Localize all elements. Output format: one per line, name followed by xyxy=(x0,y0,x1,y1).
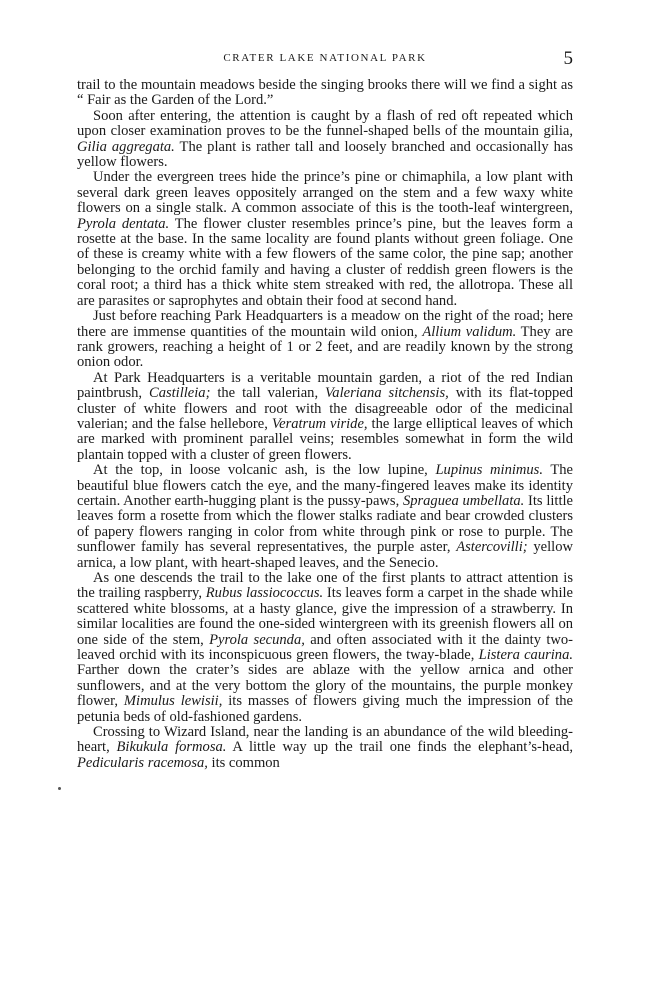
text-run: The plant is rather tall and loosely branched and occasionally has yellow flowers. xyxy=(77,138,574,171)
species-name: Gilia aggregata. xyxy=(77,138,175,155)
species-name: Pyrola dentata. xyxy=(77,215,170,232)
species-name: Pedicularis racemosa, xyxy=(77,754,208,771)
text-run: and often associated with it the dainty two-leaved orchid with its inconspicuous green flowers, the tway-blade, xyxy=(77,631,573,664)
species-name: Bikukula formosa. xyxy=(116,739,227,756)
paragraph xyxy=(77,463,573,571)
margin-mark xyxy=(58,787,61,790)
body-text xyxy=(77,78,573,771)
text-run: The flower cluster resembles prince’s pine, but the leaves form a rosette at the base. In the same locality are found plants without green foliage. One of these is creamy white with a few flowers of the same color, the pine sap; another belonging to the orchid family and having a cluster of reddish green flowers is the coral root; a third has a thick white stem streaked with red, the allotropa. These all are parasites or saprophytes and obtain their food at second hand. xyxy=(77,215,573,309)
paragraph xyxy=(77,725,573,771)
species-name: Castilleia; xyxy=(149,385,211,402)
text-run: its common xyxy=(207,754,280,771)
paragraph xyxy=(77,309,573,371)
text-run: the tall valerian, xyxy=(210,385,326,402)
species-name: Lupinus minimus. xyxy=(435,462,543,479)
paragraph xyxy=(77,371,573,463)
text-run: As one descends the trail to the lake one of the first plants to attract attention is the trailing raspberry, xyxy=(77,570,573,602)
text-run: trail to the mountain meadows beside the singing brooks there will we find a sight as “ Fair as the Garden of the Lord.” xyxy=(77,77,573,109)
text-run: yellow arnica, a low plant, with heart-shaped leaves, and the Senecio. xyxy=(77,539,573,571)
text-run: The beautiful blue flowers catch the eye, and the many-fingered leaves make its identity certain. Another earth-hugging plant is the pussy-paws, xyxy=(77,462,573,509)
species-name: Valeriana sitchensis, xyxy=(325,385,449,402)
paragraph xyxy=(77,109,573,171)
species-name: Allium validum. xyxy=(422,323,517,340)
text-run: Farther down the crater’s sides are ablaze with the yellow arnica and other sunflowers, and at the very bottom the glory of the mountains, the purple monkey flower, xyxy=(77,662,573,710)
paragraph xyxy=(77,78,573,109)
text-run: Soon after entering, the attention is caught by a flash of red oft repeated which upon closer examination proves to be the funnel-shaped bells of the mountain gilia, xyxy=(77,107,573,140)
species-name: Listera caurina. xyxy=(478,647,573,664)
species-name: Mimulus lewisii, xyxy=(123,693,223,710)
species-name: Pyrola secunda, xyxy=(209,631,305,648)
text-run: At the top, in loose volcanic ash, is the low lupine, xyxy=(93,462,436,479)
text-run: Just before reaching Park Headquarters is a meadow on the right of the road; here there are immense quantities of the mountain wild onion, xyxy=(77,308,573,340)
running-head: CRATER LAKE NATIONAL PARK xyxy=(223,52,427,64)
text-run: Its little leaves form a rosette from which the flower stalks radiate and bear crowded clusters of papery flowers ranging in color from white through pink or rose to purple. The sunflower family has several representatives, the purple aster, xyxy=(77,492,573,556)
text-run: Crossing to Wizard Island, near the landing is an abundance of the wild bleeding-heart, xyxy=(77,724,573,756)
text-run: A little way up the trail one finds the elephant’s-head, xyxy=(226,739,573,756)
text-run: At Park Headquarters is a veritable mountain garden, a riot of the red Indian paintbrush, xyxy=(77,369,573,402)
text-run: its masses of flowers giving much the impression of the petunia beds of old-fashioned gardens. xyxy=(77,693,573,725)
text-run: the large elliptical leaves of which are marked with prominent parallel veins; resembles somewhat in form the wild plantain topped with a cluster of green flowers. xyxy=(77,415,574,463)
species-name: Veratrum viride, xyxy=(271,415,368,432)
species-name: Rubus lassiococcus. xyxy=(205,585,324,602)
document-page xyxy=(77,48,573,771)
page-header xyxy=(77,48,573,78)
text-run: Its leaves form a carpet in the shade while scattered white blossoms, at a hasty glance, give the impression of a strawberry. In similar localities are found the one-sided wintergreen with its greenish flowers all on one side of the stem, xyxy=(77,585,573,648)
text-run: with its flat-topped cluster of white flowers and root with the disagreeable odor of the medicinal valerian; and the false hellebore, xyxy=(77,385,573,432)
paragraph xyxy=(77,170,573,309)
species-name: Spraguea umbellata. xyxy=(402,492,525,509)
text-run: They are rank growers, reaching a height of 1 or 2 feet, and are readily known by the strong onion odor. xyxy=(77,323,573,371)
text-run: Under the evergreen trees hide the prince’s pine or chimaphila, a low plant with several dark green leaves oppositely arranged on the stem and a few waxy white flowers on a single stalk. A common associate of this is the tooth-leaf wintergreen, xyxy=(77,169,573,217)
page-number: 5 xyxy=(563,48,573,69)
species-name: Astercovilli; xyxy=(456,539,528,556)
paragraph xyxy=(77,571,573,725)
